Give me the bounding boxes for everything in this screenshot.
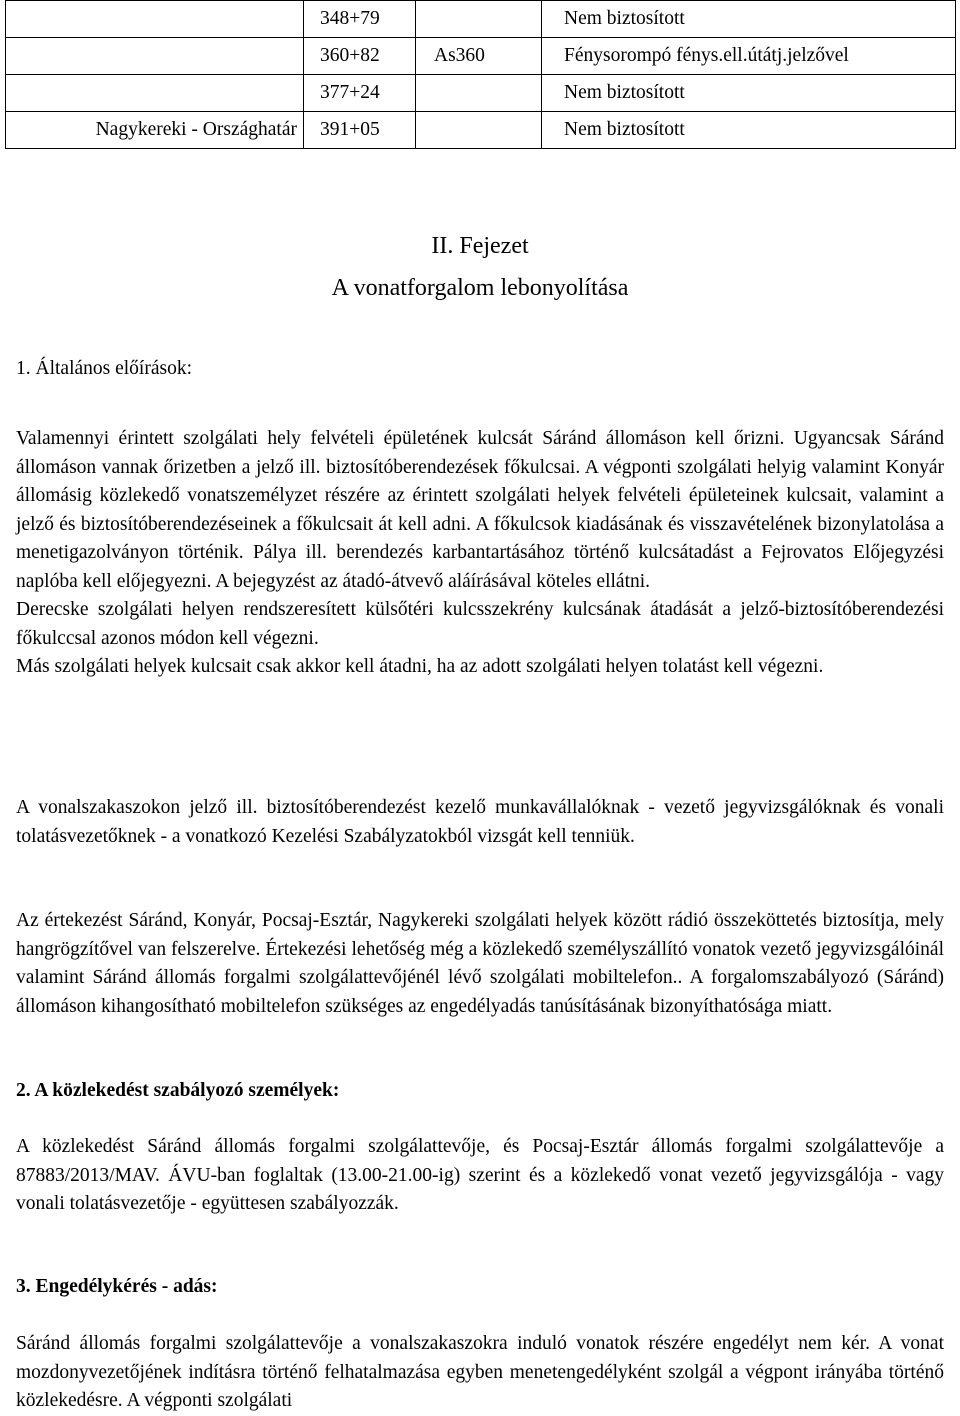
- chapter-title: A vonatforgalom lebonyolítása: [331, 275, 629, 301]
- stations-table: [5, 0, 956, 149]
- table-row: [6, 1, 956, 38]
- status-cell: Fénysorompó fénys.ell.útátj.jelzővel: [542, 38, 956, 75]
- paragraph: A közlekedést Sáránd állomás forgalmi szolgálattevője, és Pocsaj-Esztár állomás forgalmi szolgálattevője a 87883/2013/MAV. ÁVU-ban foglaltak (13.00-21.00-ig) szerint és a közlekedő vonat vezető jegyvizsgálója - vagy vonali tolatásvezetője - együttesen szabályozzák.: [16, 1136, 944, 1214]
- section-3-heading: 3. Engedélykérés - adás:: [16, 1276, 218, 1297]
- station-name-cell: Nagykereki - Országhatár: [6, 112, 304, 149]
- paragraph: Az értekezést Sáránd, Konyár, Pocsaj-Esztár, Nagykereki szolgálati helyek között rádió összeköttetés biztosítja, mely hangrögzítővel van felszerelve. Értekezési lehetőség még a közlekedő személyszállító vonatok vezető jegyvizsgálóinál valamint Sáránd állomás forgalmi szolgálattevőjénél lévő szolgálati mobiltelefon.. A forgalomszabályozó (Sáránd) állomáson kihangosítható mobiltelefon szükséges az engedélyadás tanúsításának bizonyíthatósága miatt.: [16, 910, 944, 1017]
- status-cell: Nem biztosított: [542, 75, 956, 112]
- code-cell: [416, 75, 542, 112]
- kilometer-cell: 391+05: [304, 112, 416, 149]
- table-row: [6, 75, 956, 112]
- kilometer-cell: 360+82: [304, 38, 416, 75]
- table-row: [6, 112, 956, 149]
- paragraph: Valamennyi érintett szolgálati hely felvételi épületének kulcsát Sáránd állomáson kell őrizni. Ugyancsak Sáránd állomáson vannak őrizetben a jelző ill. biztosítóberendezések főkulcsai. A végponti szolgálati helyig valamint Konyár állomásig közlekedő vonatszemélyzet részére az érintett szolgálati helyek felvételi épületeinek kulcsait, valamint a jelző és biztosítóberendezéseinek a főkulcsait át kell adni. A főkulcsok kiadásának és visszavételének bizonylatolása a menetigazolványon történik. Pálya ill. berendezés karbantartásához történő kulcsátadást a Fejrovatos Előjegyzési naplóba kell előjegyezni. A bejegyzést az átadó-átvevő aláírásával köteles ellátni.: [16, 428, 944, 592]
- section-2-heading: 2. A közlekedést szabályozó személyek:: [16, 1080, 340, 1101]
- code-cell: [416, 1, 542, 38]
- status-cell: Nem biztosított: [542, 112, 956, 149]
- chapter-number: II. Fejezet: [431, 233, 529, 259]
- station-name-cell: [6, 1, 304, 38]
- section-1-body: [16, 425, 944, 682]
- kilometer-cell: 348+79: [304, 1, 416, 38]
- paragraph: Derecske szolgálati helyen rendszeresített külsőtéri kulcsszekrény kulcsának átadását a jelző-biztosítóberendezési főkulccsal azonos módon kell végezni.: [16, 599, 944, 649]
- station-name-cell: [6, 38, 304, 75]
- code-cell: [416, 112, 542, 149]
- kilometer-cell: 377+24: [304, 75, 416, 112]
- paragraph: Más szolgálati helyek kulcsait csak akkor kell átadni, ha az adott szolgálati helyen tolatást kell végezni.: [16, 656, 824, 677]
- table-row: [6, 38, 956, 75]
- paragraph: Sáránd állomás forgalmi szolgálattevője a vonalszakaszokra induló vonatok részére engedélyt nem kér. A vonat mozdonyvezetőjének indításra történő felhatalmazása egyben menetengedélyként szolgál a végpont irányába történő közlekedésre. A végponti szolgálati: [16, 1333, 944, 1411]
- code-cell: As360: [416, 38, 542, 75]
- station-name-cell: [6, 75, 304, 112]
- paragraph: A vonalszakaszokon jelző ill. biztosítóberendezést kezelő munkavállalóknak - vezető jegyvizsgálóknak és vonali tolatásvezetőknek - a vonatkozó Kezelési Szabályzatokból vizsgát kell tenniük.: [16, 797, 944, 847]
- section-1-heading: 1. Általános előírások:: [16, 358, 193, 379]
- status-cell: Nem biztosított: [542, 1, 956, 38]
